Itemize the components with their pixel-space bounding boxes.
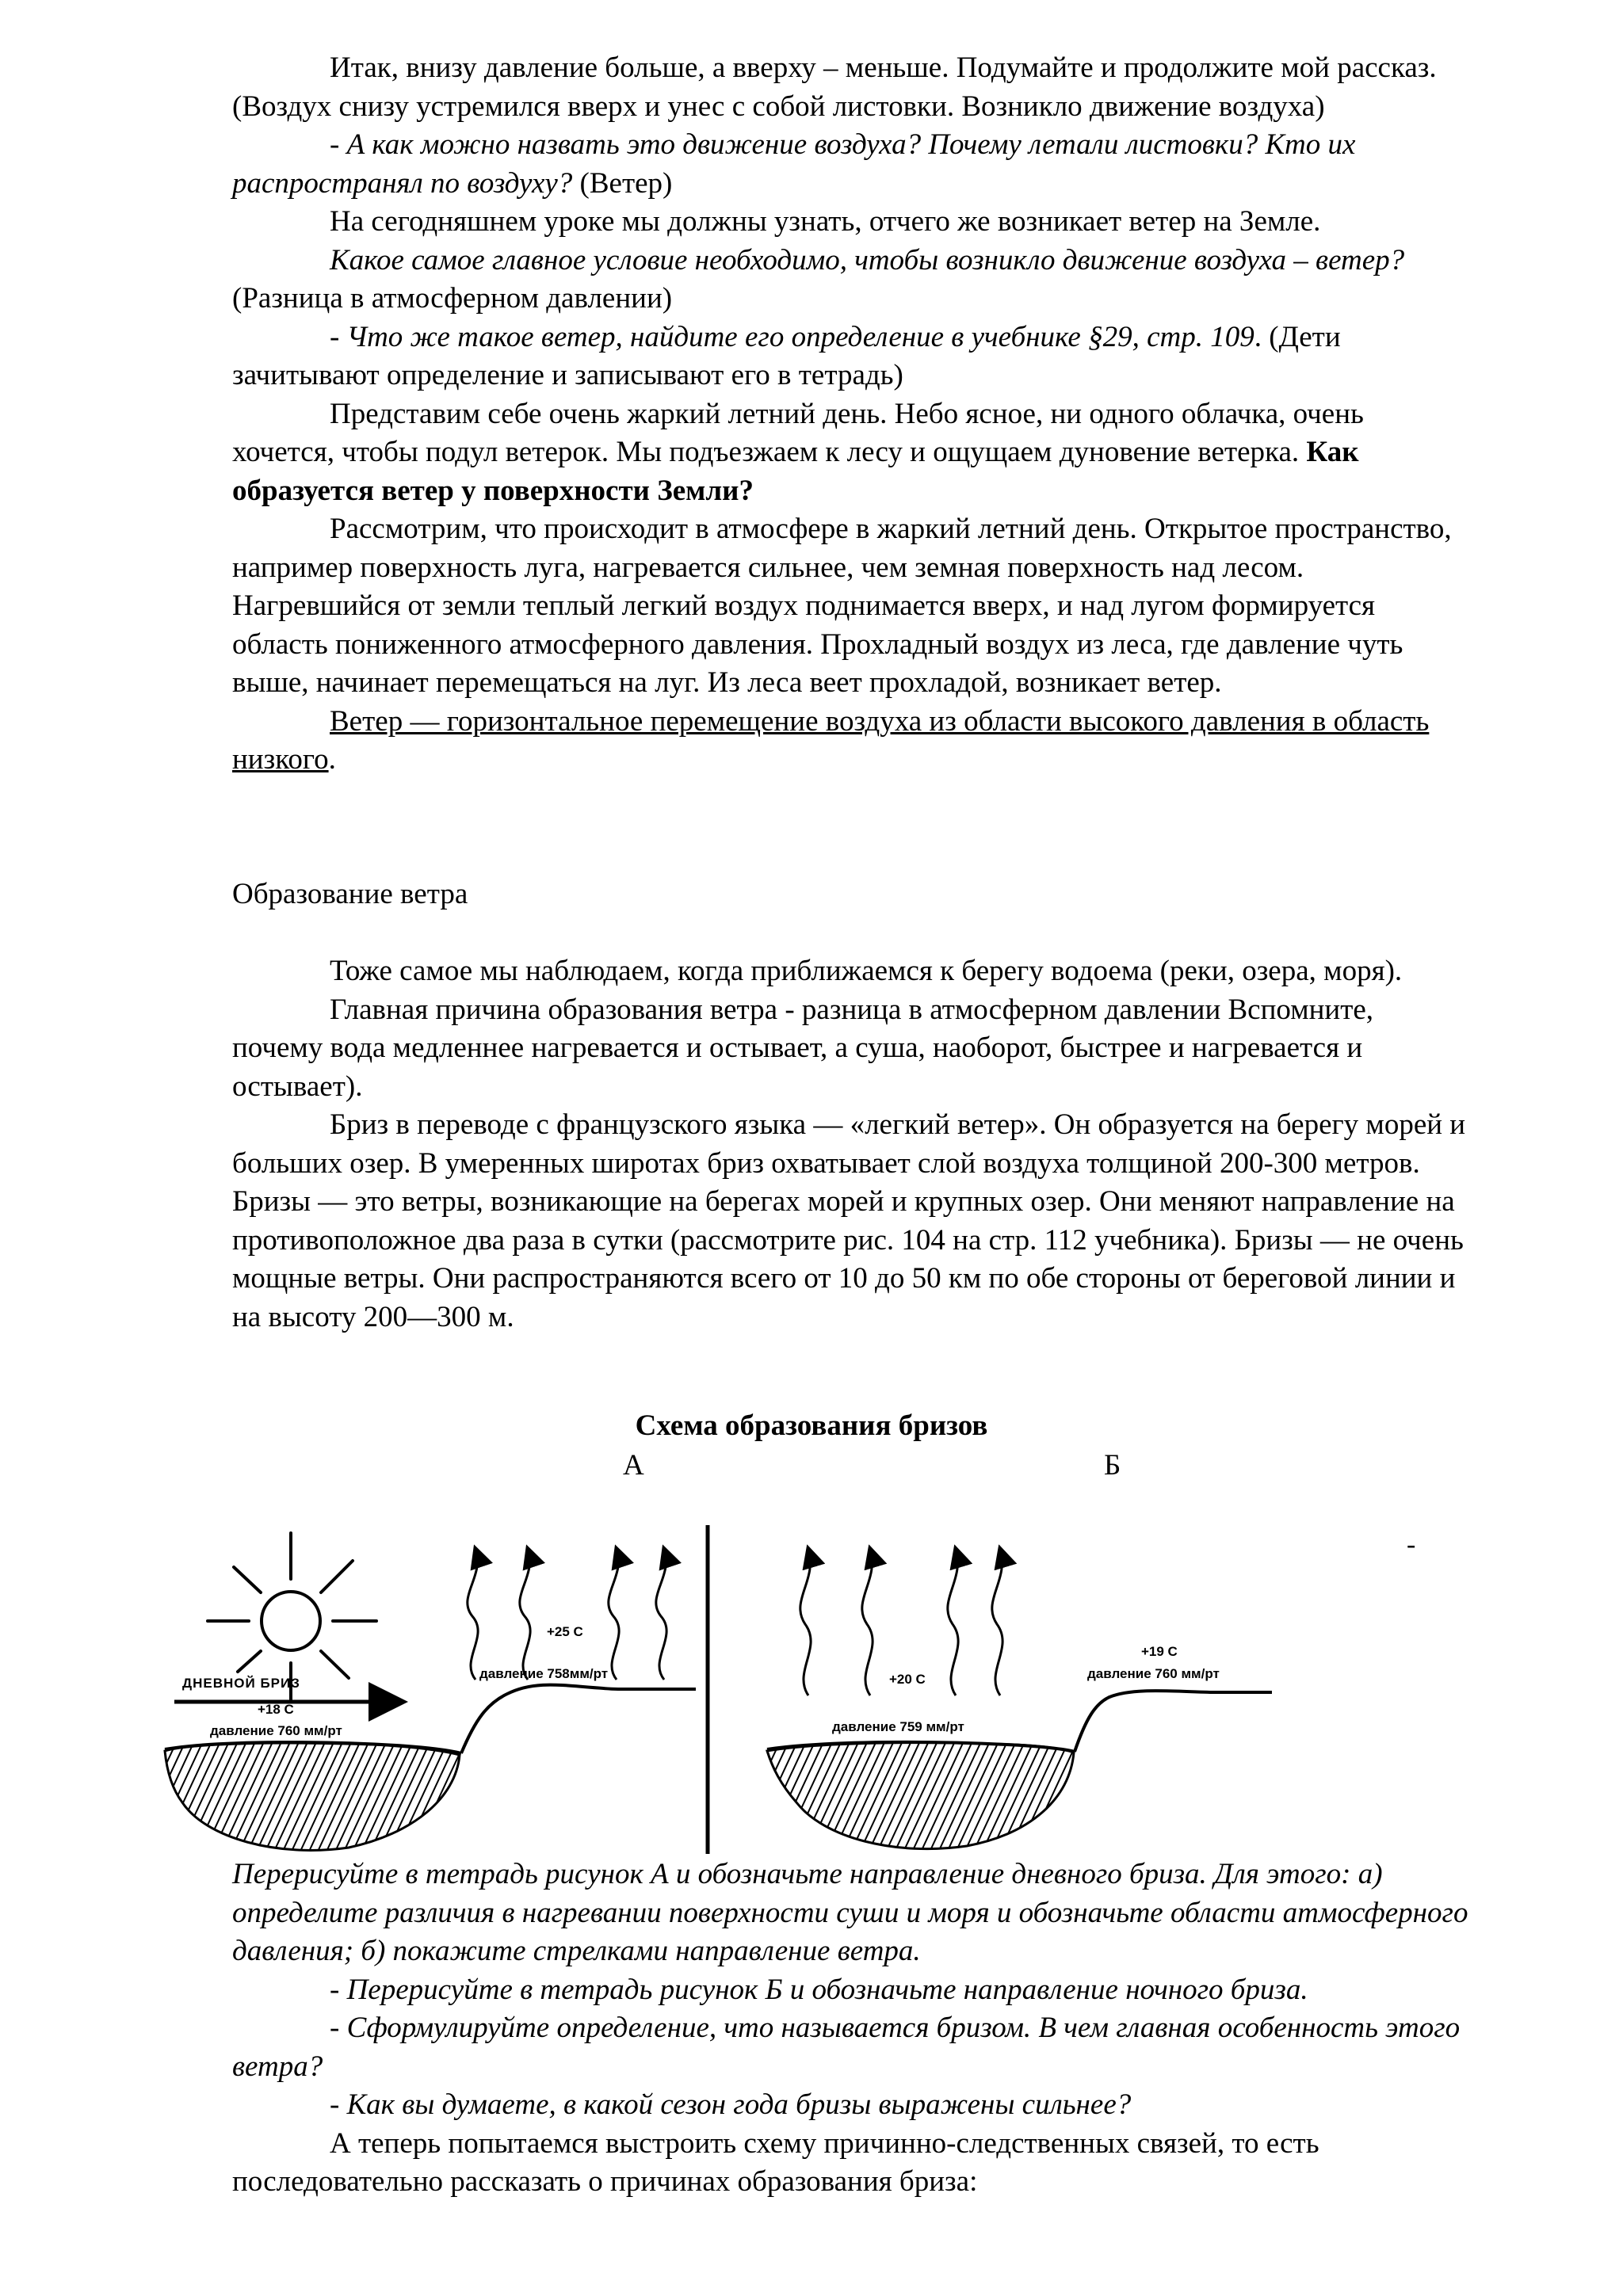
text-run: Представим себе очень жаркий летний день. Небо ясное, ни одного облачка, очень хочется, чтобы подул ветерок. Мы подъезжаем к лесу и ощущаем дуновение ветерка. [232, 397, 1364, 468]
text-run: На сегодняшнем уроке мы должны узнать, отчего же возникает ветер на Земле. [330, 205, 1321, 238]
text-run: Тоже самое мы наблюдаем, когда приближаемся к берегу водоема (реки, озера, моря). [330, 955, 1403, 987]
sea-temp-a: +18 С [258, 1702, 294, 1717]
sea-temp-b: +20 С [889, 1672, 926, 1687]
figure-title: Схема образования бризов [635, 1409, 988, 1442]
text-run: - Что же такое ветер, найдите его определение в учебнике §29, стр. 109 [330, 320, 1254, 353]
rising-air-arrows-a [468, 1549, 666, 1680]
text-run: Рассмотрим, что происходит в атмосфере в жаркий летний день. Открытое пространство, например поверхность луга, нагревается сильнее, чем земная поверхность над лесом. Нагревшийся от земли теплый легкий воздух поднимается вверх, и над лугом формируется область пониженного атмосферного давления. Прохладный воздух из леса, где давление чуть выше, начинает перемещаться на луг. Из леса веет прохладой, возникает ветер. [232, 513, 1452, 699]
sea-shape-b [767, 1743, 1074, 1849]
text-run: (Ветер) [572, 166, 673, 200]
subheading: Образование ветра [232, 878, 468, 910]
text-run: Ветер — горизонтальное перемещение воздуха из области высокого давления в область низкого [232, 704, 1430, 776]
sea-pressure-b: давление 759 мм/рт [832, 1719, 964, 1734]
text-run: - Как вы думаете, в какой сезон года бризы выражены сильнее? [330, 2088, 1132, 2121]
paragraph [232, 2086, 1468, 2125]
coastline-b [1075, 1691, 1272, 1752]
land-pressure-a: давление 758мм/рт [479, 1666, 609, 1681]
paragraph [232, 1971, 1468, 2010]
text-block-tasks [232, 1855, 1468, 2202]
text-run: Перерисуйте в тетрадь рисунок А и обозначьте направление дневного бриза. Для этого: а) определите различия в нагревании поверхности суши и моря и обозначьте области атмосферного давления; б) покажите стрелками направление ветра. [232, 1858, 1468, 1967]
text-run: - Перерисуйте в тетрадь рисунок Б и обозначьте направление ночного бриза. [330, 1973, 1308, 2006]
sun-icon [208, 1533, 376, 1699]
land-temp-b: +19 С [1141, 1644, 1178, 1659]
sea-shape [165, 1743, 460, 1850]
paragraph [232, 1855, 1468, 1971]
text-run: Какое самое главное условие необходимо, чтобы возникло движение воздуха – ветер? [330, 243, 1405, 277]
text-run: Как образуется ветер у поверхности Земли? [232, 436, 1359, 507]
text-run: Итак, внизу давление больше, а вверху – меньше. Подумайте и продолжите мой рассказ. (Воздух снизу устремился вверх и унес с собой листовки. Возникло движение воздуха) [232, 51, 1437, 123]
stray-dash: - [1407, 1530, 1416, 1559]
text-run: - А как можно назвать это движение воздуха? Почему летали листовки? Кто их распространял по воздуху? [232, 128, 1356, 200]
diagram-a [165, 1533, 696, 1850]
text-run: А теперь попытаемся выстроить схему причинно-следственных связей, то есть последовательно рассказать о причинах образования бриза: [232, 2126, 1319, 2198]
figure-label-a: А [623, 1449, 644, 1482]
text-run: . [328, 743, 336, 776]
text-run: - Сформулируйте определение, что называется бризом. В чем главная особенность этого ветра? [232, 2012, 1461, 2083]
diagram-b [767, 1549, 1272, 1849]
land-pressure-b: давление 760 мм/рт [1087, 1666, 1220, 1681]
paragraph [232, 2009, 1468, 2086]
coastline-a [461, 1685, 696, 1753]
text-run: Бриз в переводе с французского языка — «легкий ветер». Он образуется на берегу морей и больших озер. В умеренных широтах бриз охватывает слой воздуха толщиной 200-300 метров. Бризы — это ветры, возникающие на берегах морей и крупных озер. Они меняют направление на противоположное два раза в сутки (рассмотрите рис. 104 на стр. 112 учебника). Бризы — не очень мощные ветры. Они распространяются всего от 10 до 50 км по обе стороны от береговой линии и на высоту 200—300 м. [232, 1108, 1466, 1333]
figure-label-b: Б [1104, 1449, 1121, 1482]
sea-pressure-a: давление 760 мм/рт [210, 1723, 342, 1738]
land-temp-a: +25 С [547, 1624, 583, 1639]
text-run: (Разница в атмосферном давлении) [232, 282, 673, 315]
text-run: . (Дети зачитывают определение и записывают его в тетрадь) [232, 320, 1341, 391]
breeze-label: ДНЕВНОЙ БРИЗ [182, 1676, 300, 1691]
text-run: Главная причина образования ветра - разница в атмосферном давлении Вспомните, почему вода медленнее нагревается и остывает, а суша, наоборот, быстрее и нагревается и остывает). [232, 993, 1374, 1103]
paragraph [232, 2125, 1468, 2202]
